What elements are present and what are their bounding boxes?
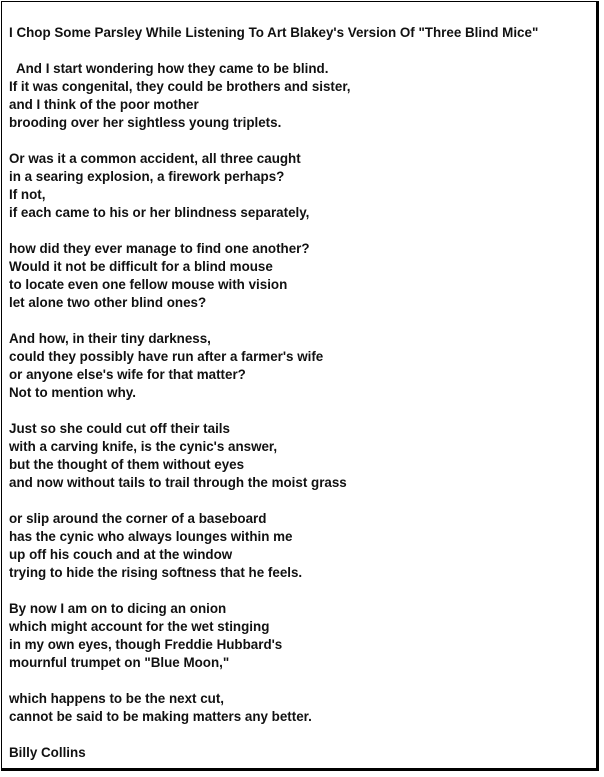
poem-line: but the thought of them without eyes [9,457,245,472]
poem-line: Not to mention why. [9,385,136,400]
poem-line: or slip around the corner of a baseboard [9,511,267,526]
poem-line: and I think of the poor mother [9,97,199,112]
poem-line: in a searing explosion, a firework perhaps? [9,169,285,184]
poem-line: if each came to his or her blindness separately, [9,205,310,220]
poem-line: Would it not be difficult for a blind mouse [9,259,273,274]
poem-line: And I start wondering how they came to be blind. [9,61,329,76]
poem-line: up off his couch and at the window [9,547,233,562]
poem-line: which might account for the wet stinging [9,619,270,634]
poem-line: If not, [9,187,46,202]
poem-line: Or was it a common accident, all three caught [9,151,301,166]
stanza [9,690,597,726]
poem-line: trying to hide the rising softness that he feels. [9,565,303,580]
poem-body [9,60,597,726]
stanza [9,60,597,132]
poem-author: Billy Collins [9,745,86,760]
poem-line: in my own eyes, though Freddie Hubbard's [9,637,283,652]
poem-line: has the cynic who always lounges within me [9,529,293,544]
poem-line: Just so she could cut off their tails [9,421,230,436]
poem-frame [1,1,599,771]
poem-line: which happens to be the next cut, [9,691,225,706]
poem-line: or anyone else's wife for that matter? [9,367,246,382]
poem-line: and now without tails to trail through the moist grass [9,475,347,490]
stanza [9,420,597,492]
poem-line: By now I am on to dicing an onion [9,601,227,616]
stanza [9,600,597,672]
stanza [9,150,597,222]
poem-line: to locate even one fellow mouse with vision [9,277,288,292]
poem-title: I Chop Some Parsley While Listening To Art Blakey's Version Of "Three Blind Mice" [9,25,539,40]
poem-line: could they possibly have run after a farmer's wife [9,349,324,364]
stanza [9,330,597,402]
poem-line: let alone two other blind ones? [9,295,207,310]
poem-line: how did they ever manage to find one another? [9,241,310,256]
poem [9,24,597,762]
poem-line: mournful trumpet on "Blue Moon," [9,655,230,670]
stanza [9,510,597,582]
poem-line: brooding over her sightless young triplets. [9,115,282,130]
poem-line: And how, in their tiny darkness, [9,331,211,346]
stanza [9,240,597,312]
poem-line: with a carving knife, is the cynic's answer, [9,439,278,454]
poem-line: If it was congenital, they could be brothers and sister, [9,79,351,94]
poem-line: cannot be said to be making matters any better. [9,709,312,724]
